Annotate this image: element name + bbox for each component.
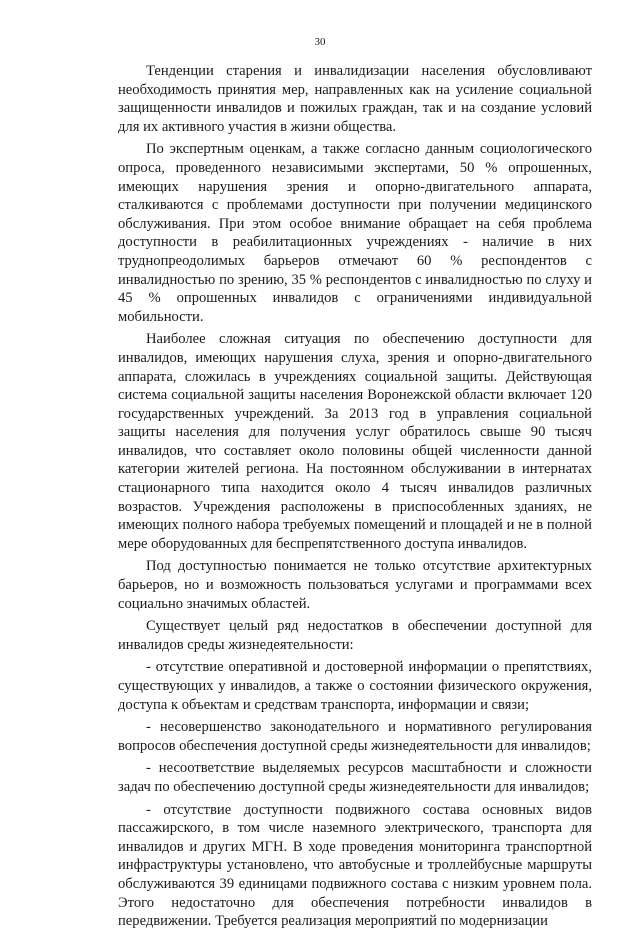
paragraph-accessibility-definition: Под доступностью понимается не только отсутствие архитектурных барьеров, но и возможность пользоваться услугами и программами всех социально значимых областей. [118, 558, 592, 612]
paragraph-social-protection: Наиболее сложная ситуация по обеспечению доступности для инвалидов, имеющих нарушения слуха, зрения и опорно-двигательного аппарата, сложилась в учреждениях социальной защиты. Действующая система социальной защиты населения Воронежской области включает 120 государственных учреждений. За 2013 год в управления социальной защиты населения для получения услуг обратилось свыше 90 тысяч инвалидов, что составляет около половины общей численности данной категории жителей региона. На постоянном обслуживании в интернатах стационарного типа находится около 4 тысяч инвалидов различных возрастов. Учреждения расположены в приспособленных зданиях, не имеющих полного набора требуемых помещений и площадей и не в полной мере оборудованных для беспрепятственного доступа инвалидов. [118, 331, 592, 552]
paragraph-shortcomings-intro: Существует целый ряд недостатков в обеспечении доступной для инвалидов среды жизнедеятельности: [118, 618, 592, 653]
list-item-regulation: - несовершенство законодательного и нормативного регулирования вопросов обеспечения доступной среды жизнедеятельности для инвалидов; [118, 719, 592, 754]
list-item-transport: - отсутствие доступности подвижного состава основных видов пассажирского, в том числе наземного электрического, транспорта для инвалидов и других МГН. В ходе проведения мониторинга транспортной инфраструктуры установлено, что автобусные и троллейбусные маршруты обслуживаются 39 единицами подвижного состава с низким уровнем пола. Этого недостаточно для обеспечения потребности инвалидов в передвижении. Требуется реализация мероприятий по модернизации [118, 801, 592, 930]
list-item-resources: - несоответствие выделяемых ресурсов масштабности и сложности задач по обеспечению доступной среды жизнедеятельности для инвалидов; [118, 760, 592, 795]
list-item-information: - отсутствие оперативной и достоверной информации о препятствиях, существующих у инвалидов, а также о состоянии физического окружения, доступа к объектам и средствам транспорта, информации и связи; [118, 659, 592, 713]
paragraph-aging-trends: Тенденции старения и инвалидизации населения обусловливают необходимость принятия мер, направленных как на усиление социальной защищенности инвалидов и пожилых граждан, так и на создание условий для их активного участия в жизни общества. [118, 63, 592, 135]
page-number: 30 [314, 36, 326, 48]
document-body [118, 62, 592, 935]
paragraph-expert-assessments: По экспертным оценкам, а также согласно данным социологического опроса, проведенного независимыми экспертами, 50 % опрошенных, имеющих нарушения зрения и опорно-двигательного аппарата, сталкиваются с проблемами доступности при получении медицинского обслуживания. При этом особое внимание обращает на себя проблема доступности в реабилитационных учреждениях - наличие в них труднопреодолимых барьеров отмечают 60 % респондентов с инвалидностью по зрению, 35 % респондентов с инвалидностью по слуху и 45 % опрошенных инвалидов с ограничениями индивидуальной мобильности. [118, 141, 592, 325]
